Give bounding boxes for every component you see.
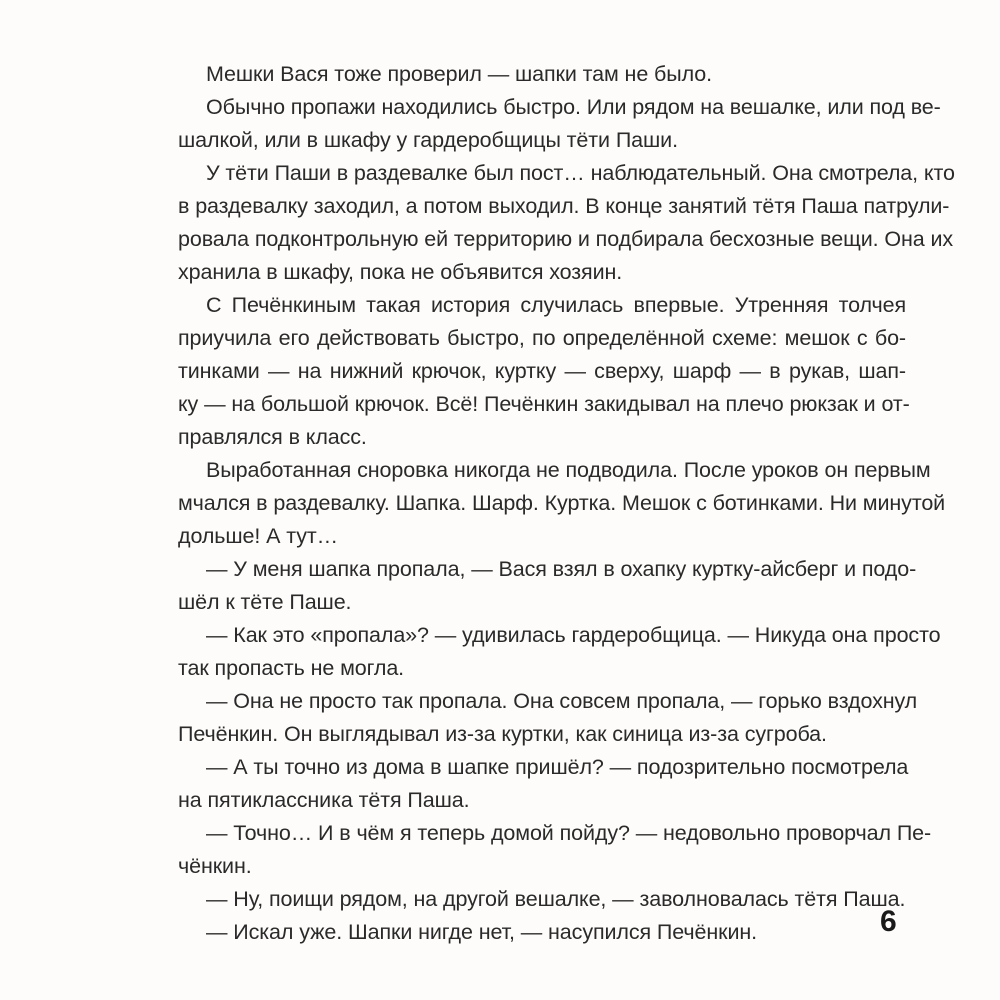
text-body — [178, 58, 955, 949]
text-line: чёнкин. — [178, 854, 252, 878]
page-number: 6 — [880, 905, 897, 938]
text-line: правлялся в класс. — [178, 425, 367, 449]
text-line: Выработанная сноровка никогда не подводила. После уроков он первым — [206, 458, 931, 482]
text-line: — Искал уже. Шапки нигде нет, — насупился Печёнкин. — [206, 920, 758, 944]
text-line: шёл к тёте Паше. — [178, 590, 352, 614]
text-line: — Точно… И в чём я теперь домой пойду? — недовольно проворчал Пе- — [206, 821, 932, 845]
text-line: в раздевалку заходил, а потом выходил. В конце занятий тётя Паша патрули- — [178, 194, 950, 218]
text-line: Мешки Вася тоже проверил — шапки там не было. — [206, 62, 713, 86]
text-line: дольше! А тут… — [178, 524, 339, 548]
text-line: У тёти Паши в раздевалке был пост… наблюдательный. Она смотрела, кто — [206, 161, 955, 185]
text-line: — У меня шапка пропала, — Вася взял в охапку куртку-айсберг и подо- — [206, 557, 917, 581]
text-line: — Ну, поищи рядом, на другой вешалке, — заволновалась тётя Паша. — [206, 887, 906, 911]
text-line: — А ты точно из дома в шапке пришёл? — подозрительно посмотрела — [206, 755, 909, 779]
text-line: Обычно пропажи находились быстро. Или рядом на вешалке, или под ве- — [206, 95, 941, 119]
text-line: — Как это «пропала»? — удивилась гардеробщица. — Никуда она просто — [206, 623, 941, 647]
text-line: Печёнкин. Он выглядывал из-за куртки, как синица из-за сугроба. — [178, 722, 827, 746]
text-line: так пропасть не могла. — [178, 656, 405, 680]
text-line: приучила его действовать быстро, по определённой схеме: мешок с бо- — [178, 326, 906, 350]
text-line: тинками — на нижний крючок, куртку — сверху, шарф — в рукав, шап- — [178, 359, 906, 383]
text-line: мчался в раздевалку. Шапка. Шарф. Куртка. Мешок с ботинками. Ни минутой — [178, 491, 946, 515]
text-line: шалкой, или в шкафу у гардеробщицы тёти Паши. — [178, 128, 678, 152]
text-line: на пятиклассника тётя Паша. — [178, 788, 470, 812]
text-line: ку — на большой крючок. Всё! Печёнкин закидывал на плечо рюкзак и от- — [178, 392, 910, 416]
text-line: — Она не просто так пропала. Она совсем пропала, — горько вздохнул — [206, 689, 918, 713]
text-line: хранила в шкафу, пока не объявится хозяин. — [178, 260, 623, 284]
text-line: С Печёнкиным такая история случилась впервые. Утренняя толчея — [206, 293, 906, 317]
text-line: ровала подконтрольную ей территорию и подбирала бесхозные вещи. Она их — [178, 227, 954, 251]
